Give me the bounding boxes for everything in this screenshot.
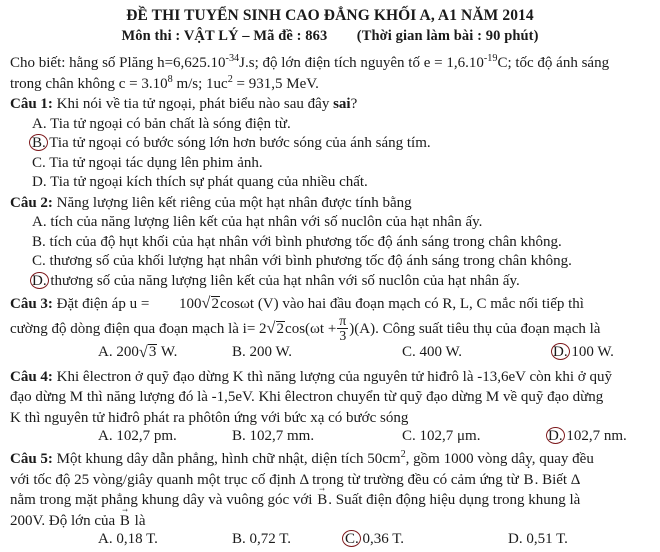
- question-3-line2-b: cos(ωt +: [285, 320, 337, 337]
- sqrt-radicand: 3: [148, 343, 157, 360]
- question-1-emphasis: sai: [333, 96, 351, 112]
- selected-answer-circle: B.: [32, 134, 46, 154]
- option-unit: W.: [157, 343, 178, 360]
- exam-subject-code: Môn thi : VẬT LÝ – Mã đề : 863: [121, 28, 328, 44]
- question-1-text-a: Khi nói về tia tử ngoại, phát biểu nào sau đây: [52, 96, 334, 112]
- option-text: 102,7 nm.: [566, 428, 627, 445]
- option-letter: A.: [32, 115, 47, 132]
- uc-exponent: 2: [227, 73, 233, 85]
- charge-exponent: -19: [483, 53, 498, 64]
- option-text: 200 W.: [249, 343, 293, 360]
- question-5-options: [10, 531, 650, 552]
- option-text: Tia tử ngoại có bản chất là sóng điện từ.: [50, 115, 291, 132]
- option-letter: B.: [232, 428, 246, 445]
- question-3-options: [10, 344, 650, 367]
- option-letter: A.: [98, 531, 113, 548]
- question-3-option-a[interactable]: [98, 344, 177, 361]
- question-5-prompt-line4: [10, 511, 650, 532]
- question-4-number: Câu 4:: [10, 368, 53, 385]
- question-3-number: Câu 3:: [10, 296, 53, 312]
- question-5-prompt-line1: [10, 449, 650, 470]
- magnetic-field-vector-icon: → B: [316, 490, 328, 511]
- exam-title: ĐỀ THI TUYỂN SINH CAO ĐẲNG KHỐI A, A1 NĂM 2014: [126, 7, 534, 24]
- option-text: 102,7 μm.: [419, 428, 481, 445]
- question-4-options: [10, 428, 650, 449]
- question-5-option-a[interactable]: [98, 531, 158, 548]
- sqrt-icon: [267, 316, 286, 343]
- question-2-option-d[interactable]: [10, 272, 650, 292]
- option-letter: A.: [32, 214, 47, 230]
- given-line2-c: = 931,5 MeV.: [232, 75, 319, 92]
- magnetic-field-vector-icon: → B: [119, 511, 131, 532]
- question-1-option-b[interactable]: [10, 134, 650, 154]
- question-5-line4-b: là: [130, 512, 146, 529]
- option-text: 100 W.: [571, 343, 614, 360]
- question-5-prompt-line3: [10, 490, 650, 511]
- option-letter: C.: [402, 428, 416, 445]
- question-2-option-c[interactable]: [10, 252, 650, 272]
- option-text: tích của năng lượng liên kết của hạt nhân với số nuclôn của hạt nhân ấy.: [50, 214, 483, 230]
- option-letter: A.: [98, 428, 113, 445]
- question-3-option-b[interactable]: [232, 344, 292, 361]
- given-line2-b: m/s; 1uc: [172, 75, 228, 92]
- question-3-option-d[interactable]: [553, 344, 614, 361]
- selected-answer-circle: D.: [32, 272, 47, 292]
- area-exponent: 2: [400, 449, 406, 461]
- option-text: 0,36 T.: [362, 531, 405, 548]
- sqrt-icon: [202, 294, 221, 315]
- option-text: tích của độ hụt khối của hạt nhân với bình phương tốc độ ánh sáng trong chân không.: [49, 233, 562, 250]
- question-2-prompt: [10, 193, 650, 214]
- option-text: 0,72 T.: [249, 531, 292, 548]
- question-5-line1-a: Một khung dây dẫn phẳng, hình chữ nhật, diện tích 50cm: [52, 451, 401, 468]
- option-text: 0,18 T.: [116, 531, 158, 548]
- question-1-option-d[interactable]: [10, 173, 650, 193]
- given-mid2: C; tốc độ ánh sáng: [497, 55, 610, 71]
- planck-exponent: -34: [225, 53, 240, 64]
- question-2-option-b[interactable]: [10, 233, 650, 253]
- question-4-option-a[interactable]: [98, 428, 177, 445]
- question-5-prompt-line2: [10, 470, 650, 491]
- question-5-option-b[interactable]: [232, 531, 291, 548]
- question-4-line1: Khi êlectron ở quỹ đạo dừng K thì năng lượng của nguyên tử hiđrô là -13,6eV còn khi ở quỹ: [52, 368, 612, 385]
- question-2-option-a[interactable]: [10, 213, 650, 233]
- option-text: 400 W.: [419, 343, 463, 360]
- document-header: [10, 0, 650, 47]
- question-4-prompt-line3: [10, 408, 650, 429]
- option-text: 102,7 mm.: [249, 428, 315, 445]
- sqrt-icon: [139, 344, 158, 361]
- sqrt-radicand: 2: [211, 296, 220, 312]
- question-3-prompt-line1: [10, 294, 650, 315]
- question-5-line2-b: . Biết Δ: [534, 471, 581, 488]
- option-text: Tia tử ngoại có bước sóng lớn hơn bước sóng của ánh sáng tím.: [49, 135, 431, 151]
- question-4-option-c[interactable]: [402, 428, 480, 445]
- question-1-prompt: [10, 94, 650, 115]
- question-1-number: Câu 1:: [10, 96, 53, 112]
- option-letter: B.: [232, 531, 246, 548]
- option-text: Tia tử ngoại tác dụng lên phim ảnh.: [49, 154, 263, 171]
- question-2-number: Câu 2:: [10, 194, 53, 211]
- question-4-line3: K thì nguyên tử hiđrô phát ra phôtôn ứng với bức xạ có bước sóng: [10, 409, 409, 426]
- question-1-option-c[interactable]: [10, 154, 650, 174]
- option-letter: C.: [32, 154, 46, 171]
- option-letter: D.: [508, 531, 523, 548]
- option-text: 200: [116, 343, 139, 360]
- sqrt-radicand: 2: [276, 320, 285, 337]
- magnetic-field-vector-icon: ∙ B: [523, 470, 535, 491]
- option-letter: C.: [32, 253, 46, 269]
- selected-answer-circle: D.: [553, 343, 568, 360]
- given-line2-a: trong chân không c = 3.10: [10, 75, 168, 92]
- question-5-line2-a: với tốc độ 25 vòng/giây quanh một trục cố định Δ trong từ trường đều có cảm ứng từ: [10, 471, 523, 488]
- question-5-option-d[interactable]: [508, 531, 568, 548]
- given-constants: [10, 53, 650, 94]
- question-3-line2-a: cường độ dòng điện qua đoạn mạch là i= 2: [10, 320, 267, 337]
- option-letter: B.: [32, 233, 46, 250]
- question-5-option-c[interactable]: [345, 531, 404, 548]
- question-3-coefficient: 100: [179, 296, 202, 312]
- fraction-pi-over-3: [337, 314, 348, 343]
- question-5-number: Câu 5:: [10, 451, 53, 468]
- exam-subheader: [10, 26, 650, 47]
- c-exponent: 8: [167, 73, 173, 85]
- question-2-text: Năng lượng liên kết riêng của một hạt nhân được tính bằng: [52, 194, 412, 211]
- option-letter: B.: [232, 343, 246, 360]
- selected-answer-circle: C.: [345, 531, 359, 548]
- option-text: 102,7 pm.: [116, 428, 177, 445]
- question-3-text-b: cosωt (V) vào hai đầu đoạn mạch có R, L, C mắc nối tiếp thì: [220, 296, 584, 312]
- option-text: 0,51 T.: [526, 531, 568, 548]
- fraction-denominator: 3: [337, 328, 348, 343]
- question-1-option-a[interactable]: [10, 115, 650, 135]
- question-3-line2-c: )(A). Công suất tiêu thụ của đoạn mạch là: [349, 320, 601, 337]
- exam-duration: (Thời gian làm bài : 90 phút): [356, 28, 539, 44]
- question-4-line2: đạo dừng M thì năng lượng đó là -1,5eV. Khi êlectron chuyển từ quỹ đạo dừng M về quỹ đạo dừng: [10, 389, 604, 406]
- question-4-option-b[interactable]: [232, 428, 314, 445]
- option-letter: D.: [32, 174, 47, 190]
- given-mid1: J.s; độ lớn điện tích nguyên tố e = 1,6.10: [239, 55, 484, 71]
- question-4-prompt-line2: [10, 387, 650, 408]
- question-3-prompt-line2: [10, 312, 650, 344]
- option-letter: C.: [402, 343, 416, 360]
- option-letter: A.: [98, 343, 113, 360]
- question-3-text-a: Đặt điện áp u =: [52, 296, 154, 312]
- selected-answer-circle: D.: [548, 428, 563, 445]
- option-text: Tia tử ngoại kích thích sự phát quang của nhiều chất.: [50, 174, 368, 190]
- question-5-line1-b: , gồm 1000 vòng dây, quay đều: [405, 451, 594, 468]
- question-2-options: [10, 213, 650, 291]
- option-text: thương số của năng lượng liên kết của hạt nhân với số nuclôn của hạt nhân ấy.: [50, 272, 520, 289]
- option-text: thương số của khối lượng hạt nhân với bình phương tốc độ ánh sáng trong chân không.: [49, 253, 572, 269]
- given-lead: Cho biết: hằng số Plăng h=6,625.10: [10, 55, 226, 71]
- question-1-text-b: ?: [350, 96, 358, 112]
- question-5-line4-a: 200V. Độ lớn của: [10, 512, 119, 529]
- question-5-line3-a: nằm trong mặt phẳng khung dây và vuông góc với: [10, 492, 317, 509]
- fraction-numerator: π: [339, 312, 347, 328]
- question-5-line3-b: . Suất điện động hiệu dụng trong khung là: [328, 492, 581, 509]
- question-3-option-c[interactable]: [402, 344, 462, 361]
- question-1-options: [10, 115, 650, 193]
- question-4-option-d[interactable]: [548, 428, 627, 445]
- question-4-prompt-line1: [10, 367, 650, 388]
